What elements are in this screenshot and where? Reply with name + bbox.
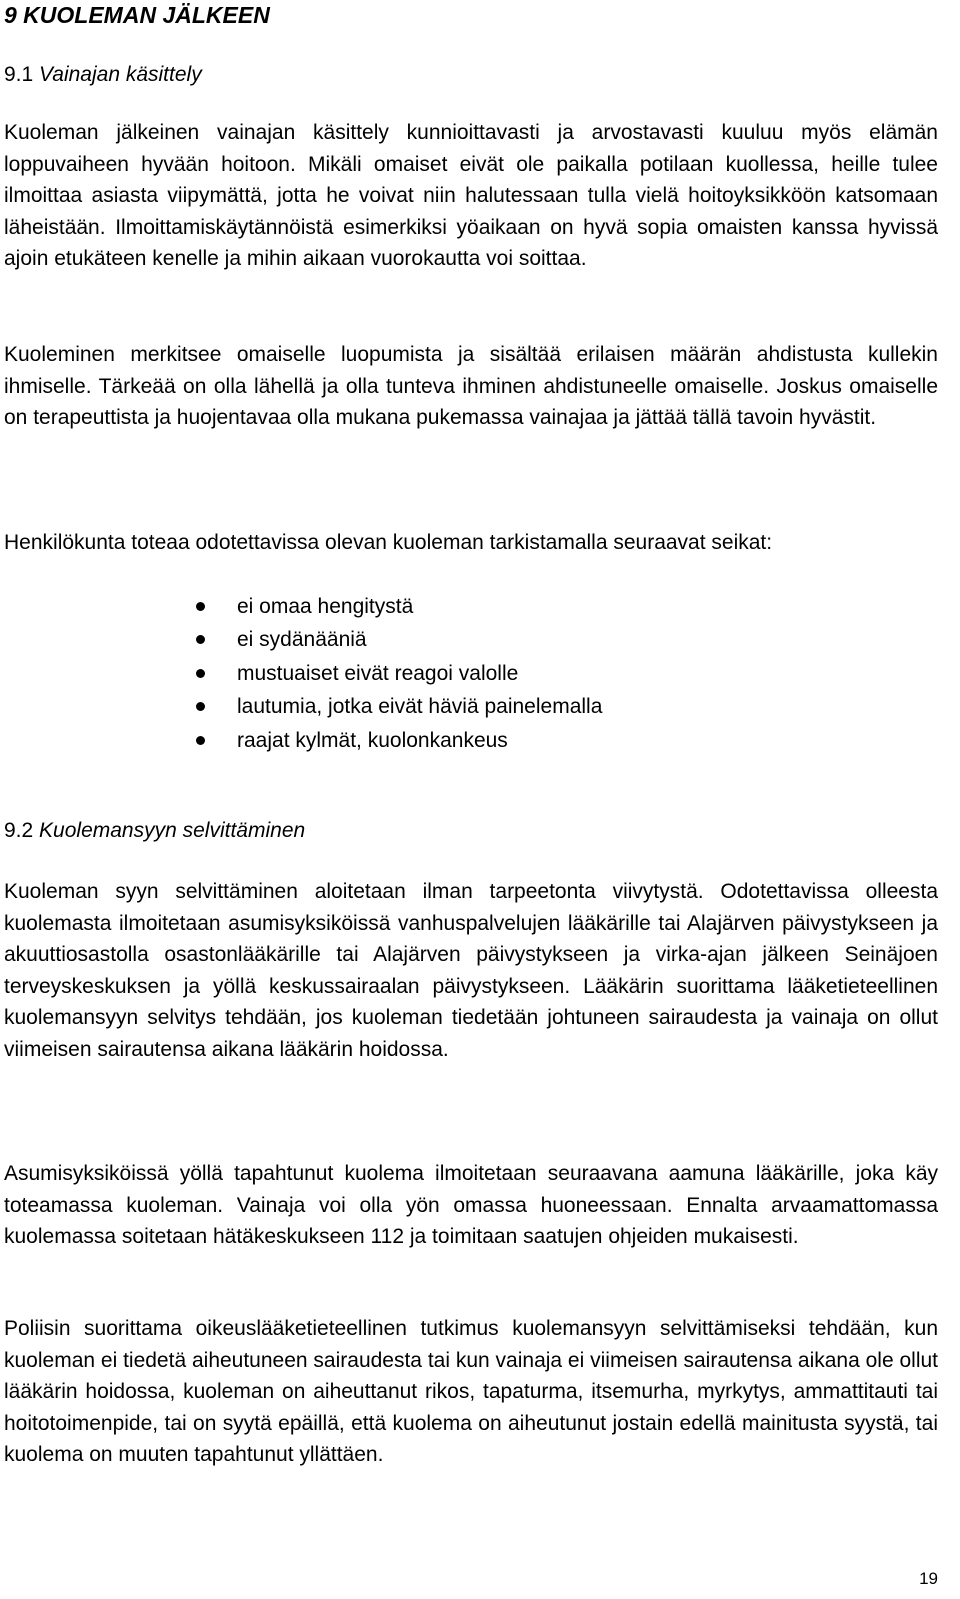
bullet-icon bbox=[196, 702, 205, 711]
list-item-text: ei sydänääniä bbox=[237, 628, 367, 652]
bullet-icon bbox=[196, 669, 205, 678]
paragraph-grief: Kuoleminen merkitsee omaiselle luopumista ja sisältää erilaisen määrän ahdistusta kullekin ihmiselle. Tärkeää on olla lähellä ja olla tunteva ihminen ahdistuneelle omaiselle. Joskus omaiselle on terapeuttista ja huojentavaa olla mukana pukemassa vainajaa ja jättää tällä tavoin hyvästit. bbox=[4, 343, 938, 430]
section-title-text: Kuolemansyyn selvittäminen bbox=[39, 819, 306, 842]
list-item-text: lautumia, jotka eivät häviä painelemalla bbox=[237, 695, 603, 719]
section-heading-9-2 bbox=[4, 816, 305, 846]
chapter-title: 9 KUOLEMAN JÄLKEEN bbox=[4, 2, 270, 28]
list-item-text: ei omaa hengitystä bbox=[237, 595, 414, 618]
section-heading-9-1 bbox=[4, 60, 202, 90]
section-title-text: Vainajan käsittely bbox=[39, 63, 202, 86]
paragraph-handling: Kuoleman jälkeinen vainajan käsittely kunnioittavasti ja arvostavasti kuuluu myös elämän loppuvaiheen hyvään hoitoon. Mikäli omaiset eivät ole paikalla potilaan kuollessa, heille tulee ilmoittaa asiasta viipymättä, jotta he voivat niin halutessaan tulla vielä hoitoyksikköön katsomaan läheistään. Ilmoittamiskäytännöistä esimerkiksi yöaikaan on hyvä sopia omaisten kanssa hyvissä ajoin etukäteen kenelle ja mihin aikaan vuorokautta voi soittaa. bbox=[4, 121, 938, 271]
paragraph-night-deaths: Asumisyksiköissä yöllä tapahtunut kuolema ilmoitetaan seuraavana aamuna lääkärille, joka käy toteamassa kuoleman. Vainaja voi olla yön omassa huoneessaan. Ennalta arvaamattomassa kuolemassa soitetaan hätäkeskukseen 112 ja toimitaan saatujen ohjeiden mukaisesti. bbox=[4, 1162, 938, 1249]
section-number: 9.1 bbox=[4, 63, 34, 86]
bullet-icon bbox=[196, 635, 205, 644]
page-number: 19 bbox=[919, 1569, 938, 1588]
paragraph-checklist-intro: Henkilökunta toteaa odotettavissa olevan kuoleman tarkistamalla seuraavat seikat: bbox=[4, 531, 773, 554]
paragraph-cause-investigation: Kuoleman syyn selvittäminen aloitetaan ilman tarpeetonta viivytystä. Odotettavissa olleesta kuolemasta ilmoitetaan asumisyksiköissä vanhuspalvelujen lääkärille tai Alajärven päivystykseen ja akuuttiosastolla osastonlääkärille tai Alajärven päivystykseen ja virka-ajan jälkeen Seinäjoen terveyskeskuksen ja yöllä keskussairaalan päivystykseen. Lääkärin suorittama lääketieteellinen kuolemansyyn selvitys tehdään, jos kuoleman tiedetään johtuneen sairaudesta ja vainaja on ollut viimeisen sairautensa aikana lääkärin hoidossa. bbox=[4, 880, 938, 1061]
list-item-text: mustuaiset eivät reagoi valolle bbox=[237, 661, 519, 685]
bullet-icon bbox=[196, 736, 205, 745]
paragraph-police-investigation: Poliisin suorittama oikeuslääketieteellinen tutkimus kuolemansyyn selvittämiseksi tehdään, kun kuoleman ei tiedetä aiheutuneen sairaudesta tai kun vainaja ei viimeisen sairautensa aikana ole ollut lääkärin hoidossa, kuoleman on aiheuttanut rikos, tapaturma, itsemurha, myrkytys, ammattitauti tai hoitotoimenpide, tai on syytä epäillä, että kuolema on aiheutunut jostain edellä mainitusta syystä, tai kuolema on muuten tapahtunut yllättäen. bbox=[4, 1317, 938, 1467]
bullet-icon bbox=[196, 602, 205, 611]
section-number: 9.2 bbox=[4, 819, 34, 842]
list-item-text: raajat kylmät, kuolonkankeus bbox=[237, 728, 508, 752]
